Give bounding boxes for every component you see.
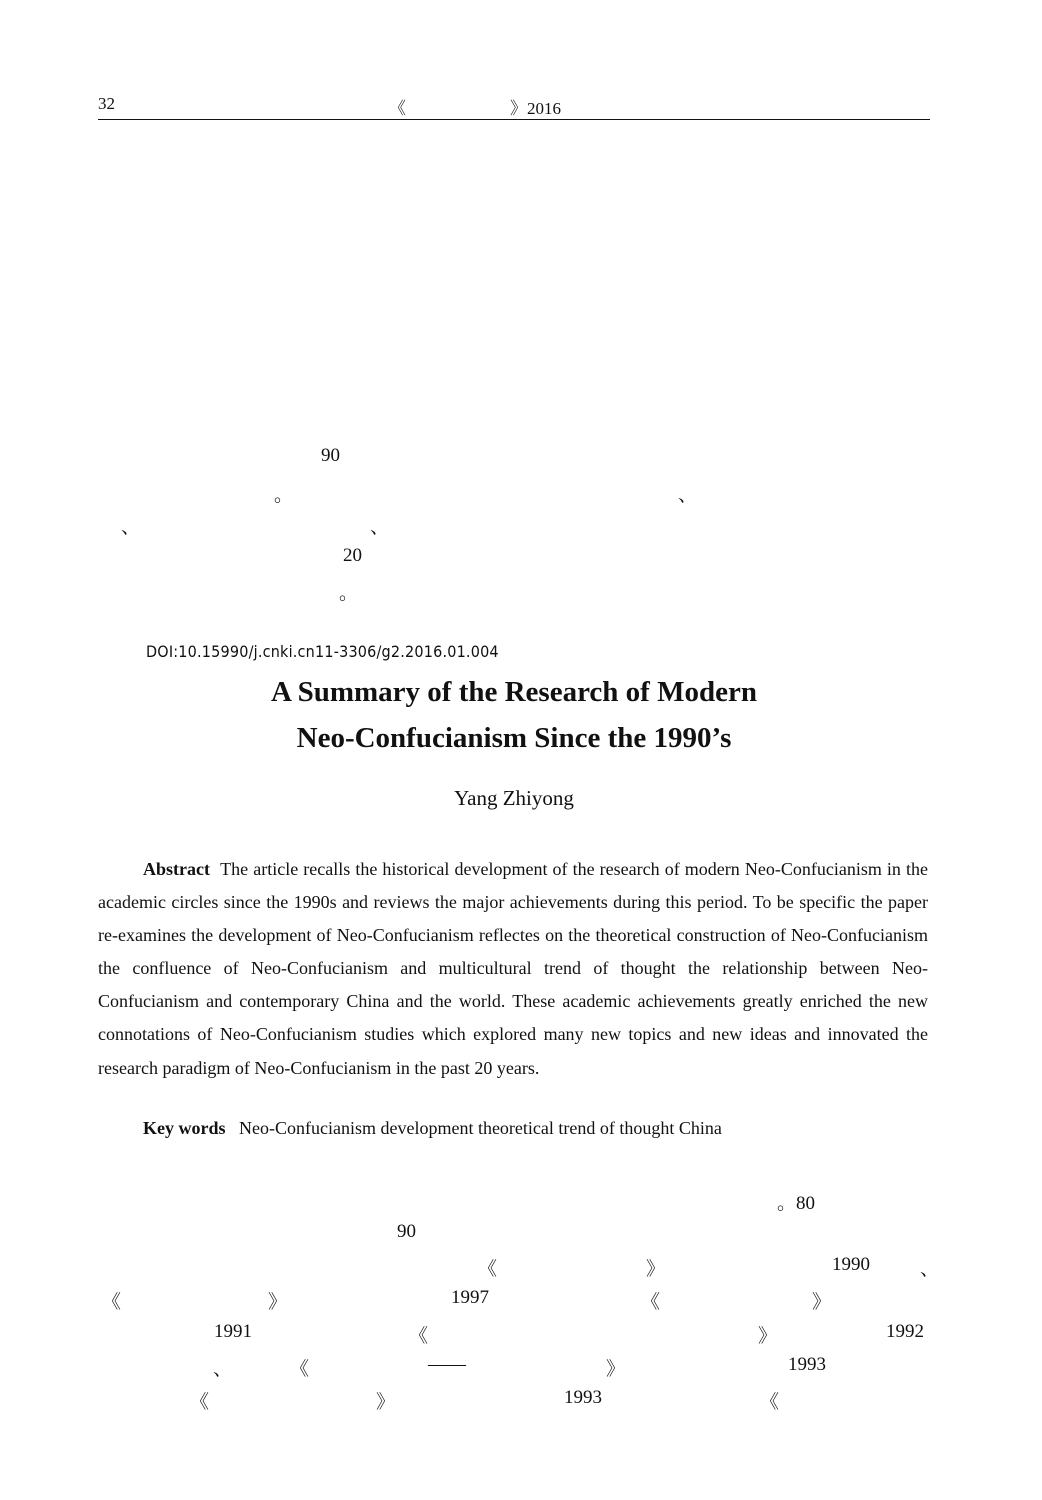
body-fragment: 》 (606, 1359, 626, 1380)
body-fragment: 》 (646, 1259, 666, 1280)
header-rule (98, 119, 930, 120)
body-fragment: 《 (290, 1359, 310, 1380)
body-fragment: 《 (478, 1259, 498, 1280)
body-fragment: 、 (920, 1259, 940, 1280)
body-fragment: 》 (812, 1292, 832, 1313)
body-fragment: 90 (397, 1221, 416, 1242)
cn-abstract-fragment: 。 (274, 485, 294, 506)
journal-title-open: 《 (389, 99, 406, 118)
body-fragment: 1993 (564, 1387, 602, 1408)
body-fragment: 》 (758, 1326, 778, 1347)
body-fragment: 1990 (832, 1254, 870, 1275)
author-name: Yang Zhiyong (454, 786, 574, 810)
abstract-label: Abstract (143, 859, 210, 879)
cn-abstract-fragment: 90 (321, 445, 340, 466)
body-fragment: 《 (409, 1326, 429, 1347)
journal-title-year: 》2016 (510, 99, 561, 118)
keywords-label: Key words (143, 1118, 226, 1138)
keywords (143, 1118, 722, 1139)
abstract (98, 853, 928, 1085)
paper-title-line-2: Neo-Confucianism Since the 1990’s (296, 722, 732, 754)
body-fragment: 、 (213, 1359, 233, 1380)
body-fragment: 1993 (788, 1354, 826, 1375)
body-fragment: 》 (376, 1392, 396, 1413)
cn-abstract-fragment: 20 (343, 545, 362, 566)
doi-line: DOI:10.15990/j.cnki.cn11-3306/g2.2016.01.004 (146, 642, 499, 661)
body-fragment: 》 (268, 1292, 288, 1313)
body-fragment: 《 (641, 1292, 661, 1313)
paper-title-line-1: A Summary of the Research of Modern (271, 676, 757, 708)
body-fragment: 《 (190, 1392, 210, 1413)
body-fragment: 1992 (886, 1321, 924, 1342)
body-fragment: 《 (760, 1392, 780, 1413)
keywords-text: Neo-Confucianism development theoretical trend of thought China (239, 1118, 722, 1138)
body-fragment: —— (428, 1354, 466, 1375)
body-fragment: 。80 (777, 1193, 816, 1214)
cn-abstract-fragment: 、 (678, 485, 698, 506)
body-fragment: 1991 (214, 1321, 252, 1342)
abstract-text: The article recalls the historical development of the research of modern Neo-Confucianism in the academic circles since the 1990s and reviews the major achievements during this period. To be specific the paper re-examines the development of Neo-Confucianism reflectes on the theoretical construction of Neo-Confucianism the confluence of Neo-Confucianism and multicultural trend of thought the relationship between Neo-Confucianism and contemporary China and the world. These academic achievements greatly enriched the new connotations of Neo-Confucianism studies which explored many new topics and new ideas and innovated the research paradigm of Neo-Confucianism in the past 20 years. (98, 859, 929, 1078)
body-fragment: 《 (102, 1292, 122, 1313)
cn-abstract-fragment: 、 (370, 517, 390, 538)
body-fragment: 1997 (451, 1287, 489, 1308)
cn-abstract-fragment: 。 (339, 583, 359, 604)
page-number: 32 (98, 94, 115, 113)
cn-abstract-fragment: 、 (121, 517, 141, 538)
